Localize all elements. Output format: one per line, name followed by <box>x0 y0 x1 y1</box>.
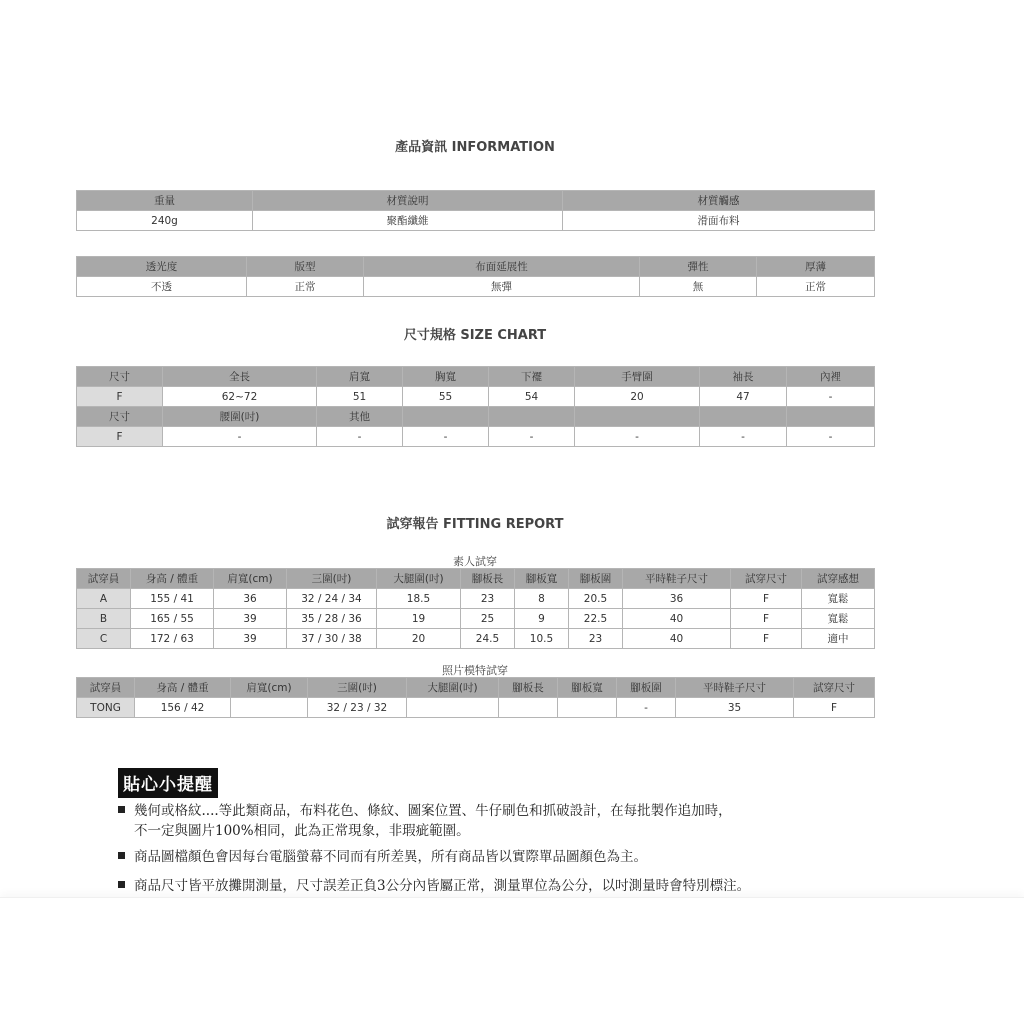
fit-c-feedback: 適中 <box>802 629 875 649</box>
bullet-square-icon <box>118 852 125 859</box>
fit-c-fit-size: F <box>731 629 802 649</box>
model-height-weight: 156 / 42 <box>135 698 231 718</box>
header-opacity: 透光度 <box>77 257 247 277</box>
note-1-line-2: 不一定與圖片100%相同，此為正常現象，非瑕疵範圍。 <box>134 823 470 839</box>
header-thickness: 厚薄 <box>757 257 875 277</box>
size-header-size-2: 尺寸 <box>77 407 163 427</box>
table-row <box>77 629 875 649</box>
information-heading: 產品資訊 INFORMATION <box>395 140 555 155</box>
fit-b-height-weight: 165 / 55 <box>131 609 214 629</box>
size-header-size: 尺寸 <box>77 367 163 387</box>
size-value-empty-4: - <box>700 427 787 447</box>
model-header-foot-girth: 腳板圍 <box>617 678 676 698</box>
model-header-tester: 試穿員 <box>77 678 135 698</box>
fit-c-measurements: 37 / 30 / 38 <box>287 629 377 649</box>
fit-a-tester: A <box>77 589 131 609</box>
size-chart-table <box>76 366 875 447</box>
fit-a-shoe-size: 36 <box>623 589 731 609</box>
model-header-thigh: 大腿圍(吋) <box>407 678 499 698</box>
value-stretch: 無彈 <box>364 277 640 297</box>
amateur-fitting-table <box>76 568 875 649</box>
header-fit: 版型 <box>247 257 364 277</box>
size-value-empty-5: - <box>787 427 875 447</box>
model-header-measurements: 三圍(吋) <box>308 678 407 698</box>
note-item-3 <box>118 876 750 896</box>
model-shoe-size: 35 <box>676 698 794 718</box>
size-value-sleeve: 47 <box>700 387 787 407</box>
value-thickness: 正常 <box>757 277 875 297</box>
model-thigh <box>407 698 499 718</box>
note-1-line-1: 幾何或格紋....等此類商品，布料花色、條紋、圖案位置、牛仔刷色和抓破設計，在每批製作追加時， <box>134 803 732 819</box>
size-value-length: 62~72 <box>163 387 317 407</box>
note-3-text: 商品尺寸皆平放攤開測量，尺寸誤差正負3公分內皆屬正常，測量單位為公分，以吋測量時會特別標注。 <box>134 878 751 894</box>
fit-c-tester: C <box>77 629 131 649</box>
fit-header-fit-size: 試穿尺寸 <box>731 569 802 589</box>
size-value-arm: 20 <box>575 387 700 407</box>
size-header-length: 全長 <box>163 367 317 387</box>
table-row <box>77 698 875 718</box>
size-header-empty-4 <box>700 407 787 427</box>
fit-b-foot-girth: 22.5 <box>569 609 623 629</box>
fitting-report-heading: 試穿報告 FITTING REPORT <box>386 517 564 532</box>
model-header-fit-size: 試穿尺寸 <box>794 678 875 698</box>
size-header-waist: 腰圍(吋) <box>163 407 317 427</box>
fit-b-fit-size: F <box>731 609 802 629</box>
fit-b-shoe-size: 40 <box>623 609 731 629</box>
model-foot-girth: - <box>617 698 676 718</box>
header-weight: 重量 <box>77 191 253 211</box>
model-foot-width <box>558 698 617 718</box>
size-header-empty-5 <box>787 407 875 427</box>
properties-table <box>76 256 875 297</box>
fit-a-fit-size: F <box>731 589 802 609</box>
value-texture: 滑面布料 <box>563 211 875 231</box>
size-value-empty-1: - <box>403 427 489 447</box>
size-value-empty-3: - <box>575 427 700 447</box>
size-header-empty-2 <box>489 407 575 427</box>
fit-header-shoe-size: 平時鞋子尺寸 <box>623 569 731 589</box>
fit-header-foot-girth: 腳板圍 <box>569 569 623 589</box>
fit-a-foot-width: 8 <box>515 589 569 609</box>
size-header-lining: 內裡 <box>787 367 875 387</box>
fit-b-measurements: 35 / 28 / 36 <box>287 609 377 629</box>
size-value-size: F <box>77 387 163 407</box>
fit-b-thigh: 19 <box>377 609 461 629</box>
model-measurements: 32 / 23 / 32 <box>308 698 407 718</box>
size-header-empty-1 <box>403 407 489 427</box>
size-value-shoulder: 51 <box>317 387 403 407</box>
size-value-empty-2: - <box>489 427 575 447</box>
page-bottom-area <box>0 897 1024 1025</box>
fit-c-foot-girth: 23 <box>569 629 623 649</box>
fit-b-tester: B <box>77 609 131 629</box>
fit-a-shoulder: 36 <box>214 589 287 609</box>
fit-a-foot-length: 23 <box>461 589 515 609</box>
amateur-fitting-caption: 素人試穿 <box>453 555 497 568</box>
fit-a-feedback: 寬鬆 <box>802 589 875 609</box>
header-stretch: 布面延展性 <box>364 257 640 277</box>
size-value-waist: - <box>163 427 317 447</box>
model-foot-length <box>499 698 558 718</box>
note-item-1 <box>118 801 732 841</box>
fit-header-tester: 試穿員 <box>77 569 131 589</box>
model-shoulder <box>231 698 308 718</box>
size-chart-heading: 尺寸規格 SIZE CHART <box>403 328 547 343</box>
model-header-shoulder: 肩寬(cm) <box>231 678 308 698</box>
size-header-empty-3 <box>575 407 700 427</box>
fit-b-shoulder: 39 <box>214 609 287 629</box>
fit-b-foot-length: 25 <box>461 609 515 629</box>
model-header-height-weight: 身高 / 體重 <box>135 678 231 698</box>
bullet-square-icon <box>118 806 125 813</box>
fit-b-feedback: 寬鬆 <box>802 609 875 629</box>
fit-a-thigh: 18.5 <box>377 589 461 609</box>
bullet-square-icon <box>118 881 125 888</box>
header-elasticity: 彈性 <box>640 257 757 277</box>
fit-header-thigh: 大腿圍(吋) <box>377 569 461 589</box>
header-material: 材質說明 <box>253 191 563 211</box>
fit-c-shoulder: 39 <box>214 629 287 649</box>
notes-title: 貼心小提醒 <box>118 768 218 798</box>
value-opacity: 不透 <box>77 277 247 297</box>
fit-header-foot-length: 腳板長 <box>461 569 515 589</box>
size-value-lining: - <box>787 387 875 407</box>
model-header-foot-length: 腳板長 <box>499 678 558 698</box>
fit-b-foot-width: 9 <box>515 609 569 629</box>
fit-c-foot-length: 24.5 <box>461 629 515 649</box>
header-texture: 材質觸感 <box>563 191 875 211</box>
size-value-hem: 54 <box>489 387 575 407</box>
size-value-chest: 55 <box>403 387 489 407</box>
model-header-shoe-size: 平時鞋子尺寸 <box>676 678 794 698</box>
size-header-chest: 胸寬 <box>403 367 489 387</box>
model-header-foot-width: 腳板寬 <box>558 678 617 698</box>
fit-a-measurements: 32 / 24 / 34 <box>287 589 377 609</box>
size-header-sleeve: 袖長 <box>700 367 787 387</box>
fit-header-feedback: 試穿感想 <box>802 569 875 589</box>
model-fit-size: F <box>794 698 875 718</box>
fit-header-foot-width: 腳板寬 <box>515 569 569 589</box>
model-fitting-table <box>76 677 875 718</box>
size-header-other: 其他 <box>317 407 403 427</box>
size-header-hem: 下襬 <box>489 367 575 387</box>
fit-c-thigh: 20 <box>377 629 461 649</box>
fit-header-measurements: 三圍(吋) <box>287 569 377 589</box>
model-tester: TONG <box>77 698 135 718</box>
note-2-text: 商品圖檔顏色會因每台電腦螢幕不同而有所差異，所有商品皆以實際單品圖顏色為主。 <box>134 849 647 865</box>
value-elasticity: 無 <box>640 277 757 297</box>
table-row <box>77 609 875 629</box>
size-header-arm: 手臂圍 <box>575 367 700 387</box>
note-item-2 <box>118 847 647 867</box>
size-header-shoulder: 肩寬 <box>317 367 403 387</box>
material-table <box>76 190 875 231</box>
size-value-other: - <box>317 427 403 447</box>
value-fit: 正常 <box>247 277 364 297</box>
fit-c-height-weight: 172 / 63 <box>131 629 214 649</box>
fit-c-shoe-size: 40 <box>623 629 731 649</box>
fit-header-height-weight: 身高 / 體重 <box>131 569 214 589</box>
value-material: 聚酯纖維 <box>253 211 563 231</box>
model-fitting-caption: 照片模特試穿 <box>442 664 508 677</box>
size-value-size-2: F <box>77 427 163 447</box>
fit-a-foot-girth: 20.5 <box>569 589 623 609</box>
table-row <box>77 589 875 609</box>
fit-header-shoulder: 肩寬(cm) <box>214 569 287 589</box>
fit-a-height-weight: 155 / 41 <box>131 589 214 609</box>
fit-c-foot-width: 10.5 <box>515 629 569 649</box>
value-weight: 240g <box>77 211 253 231</box>
